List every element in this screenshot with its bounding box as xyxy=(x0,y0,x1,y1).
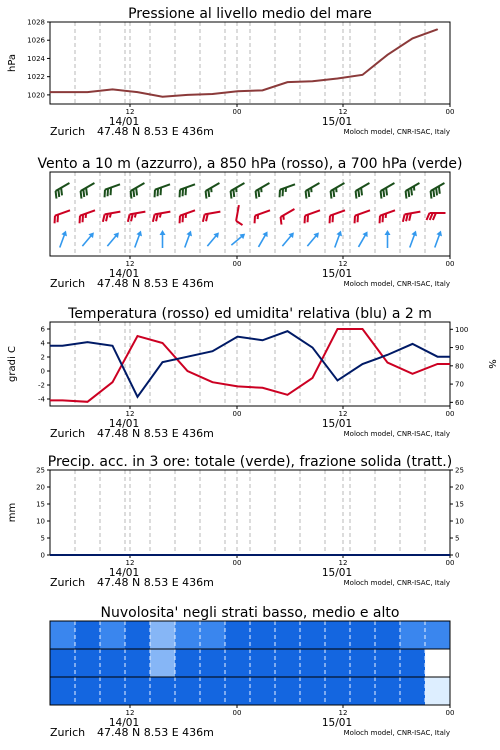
pressure-point xyxy=(237,91,238,92)
wind-barb xyxy=(402,212,422,222)
y2-tick-label: 5 xyxy=(455,534,460,543)
precipitation-point xyxy=(412,554,413,555)
y-tick-label: 0 xyxy=(40,551,45,560)
barb-flag xyxy=(77,216,82,224)
cloud-cell xyxy=(175,649,201,677)
wind-barb xyxy=(277,184,297,197)
wind-barb xyxy=(102,184,122,197)
cloud-cell xyxy=(350,621,376,649)
y2-tick-label: 20 xyxy=(455,483,464,492)
precipitation-point xyxy=(112,554,113,555)
location-city: Zurich xyxy=(50,277,86,290)
cloud-cell xyxy=(50,649,76,677)
cloud-cell xyxy=(350,649,376,677)
pressure-point xyxy=(437,29,438,30)
y2-tick-label: 25 xyxy=(455,466,464,475)
y-tick-label: 1028 xyxy=(27,18,45,27)
wind-barb xyxy=(53,183,73,199)
y2-tick-label: 90 xyxy=(455,344,464,353)
cloud-cell xyxy=(400,677,426,705)
humidity-point xyxy=(237,336,238,337)
cloud-cell xyxy=(375,677,401,705)
cloud-cell xyxy=(100,677,126,705)
humidity-point xyxy=(412,343,413,344)
x-tick-label: 00 xyxy=(232,559,242,567)
wind-barb xyxy=(203,183,223,199)
pressure-point xyxy=(212,93,213,94)
cloud-cell xyxy=(175,621,201,649)
cloud-cell xyxy=(275,621,301,649)
precipitation-point xyxy=(62,554,63,555)
location-city: Zurich xyxy=(50,576,86,589)
precipitation-point xyxy=(162,554,163,555)
cloud-cell xyxy=(100,621,126,649)
cloud-cell xyxy=(250,649,276,677)
y2-tick-label: 100 xyxy=(455,325,469,334)
location-coords: 47.48 N 8.53 E 436m xyxy=(97,576,214,589)
x-tick-label: 00 xyxy=(445,559,455,567)
pressure-point xyxy=(337,78,338,79)
model-credit: Moloch model, CNR-ISAC, Italy xyxy=(343,579,450,587)
date-label: 14/01 xyxy=(108,717,140,729)
x-tick-label: 00 xyxy=(232,709,242,717)
y-tick-label: 2 xyxy=(40,353,45,362)
barb-flag xyxy=(277,190,282,198)
humidity-point xyxy=(62,345,63,346)
y-axis-label: gradi C xyxy=(7,346,18,382)
humidity-point xyxy=(437,356,438,357)
y2-tick-label: 80 xyxy=(455,362,464,371)
wind-arrow-10m xyxy=(256,230,270,249)
temperature-point xyxy=(362,328,363,329)
location-city: Zurich xyxy=(50,726,86,739)
x-tick-label: 00 xyxy=(445,709,455,717)
barb-flag xyxy=(177,216,182,224)
wind-barb xyxy=(128,183,148,199)
location-coords: 47.48 N 8.53 E 436m xyxy=(97,726,214,739)
wind-barb xyxy=(152,212,172,222)
y-axis-label: hPa xyxy=(7,53,18,73)
date-label: 15/01 xyxy=(321,268,353,280)
pressure-point xyxy=(362,74,363,75)
humidity-point xyxy=(112,345,113,346)
pressure-line xyxy=(50,29,438,96)
cloud-cell xyxy=(50,677,76,705)
model-credit: Moloch model, CNR-ISAC, Italy xyxy=(343,430,450,438)
barb-flag xyxy=(352,216,357,224)
barb-flag xyxy=(302,216,307,224)
cloud-cell xyxy=(225,649,251,677)
wind-barb xyxy=(378,183,398,199)
humidity-point xyxy=(212,351,213,352)
location-coords: 47.48 N 8.53 E 436m xyxy=(97,427,214,440)
wind-barb xyxy=(353,183,373,199)
x-tick-label: 12 xyxy=(125,108,135,116)
wind-arrow-10m xyxy=(205,230,221,248)
y-tick-label: 0 xyxy=(40,367,45,376)
pressure-point xyxy=(262,90,263,91)
pressure-point xyxy=(287,82,288,83)
wind-barb xyxy=(228,183,248,199)
y-tick-label: -2 xyxy=(38,381,45,390)
humidity-point xyxy=(387,354,388,355)
wind-barb xyxy=(253,183,273,199)
y2-tick-label: 10 xyxy=(455,517,464,526)
cloud-cell xyxy=(375,621,401,649)
wind-barb xyxy=(252,210,272,223)
chart-title: Precip. acc. in 3 ore: totale (verde), frazione solida (tratt.) xyxy=(47,454,453,470)
model-credit: Moloch model, CNR-ISAC, Italy xyxy=(343,729,450,737)
cloud-cell xyxy=(375,649,401,677)
cloud-cell xyxy=(250,677,276,705)
arrow-head xyxy=(436,230,443,237)
arrow-head xyxy=(411,230,418,237)
cloud-cell xyxy=(175,677,201,705)
wind-arrow-10m xyxy=(305,230,321,248)
precipitation-point xyxy=(212,554,213,555)
chart-title: Pressione al livello medio del mare xyxy=(128,6,372,22)
date-label: 15/01 xyxy=(321,567,353,579)
precipitation-point xyxy=(437,554,438,555)
humidity-point xyxy=(162,362,163,363)
pressure-point xyxy=(62,92,63,93)
x-tick-label: 12 xyxy=(338,559,348,567)
humidity-point xyxy=(362,363,363,364)
y-tick-label: 25 xyxy=(36,466,45,475)
wind-arrow-10m xyxy=(356,230,370,249)
wind-barb xyxy=(377,210,397,223)
arrow-head xyxy=(186,230,193,237)
wind-barb xyxy=(302,210,322,223)
cloud-cell xyxy=(200,621,226,649)
temperature-point xyxy=(137,335,138,336)
arrow-head xyxy=(362,230,370,237)
y-tick-label: 1022 xyxy=(27,73,45,82)
location-coords: 47.48 N 8.53 E 436m xyxy=(97,277,214,290)
wind-barb xyxy=(352,210,372,223)
temperature-point xyxy=(287,394,288,395)
wind-arrow-10m xyxy=(407,230,419,249)
date-label: 14/01 xyxy=(108,116,140,128)
pressure-point xyxy=(187,94,188,95)
cloud-cell xyxy=(125,677,151,705)
temperature-point xyxy=(312,377,313,378)
y-tick-label: 4 xyxy=(40,339,45,348)
precipitation-point xyxy=(262,554,263,555)
wind-barb xyxy=(278,209,298,225)
barb-flag xyxy=(52,216,57,224)
pressure-point xyxy=(412,38,413,39)
temperature-point xyxy=(162,342,163,343)
cloud-cell xyxy=(200,677,226,705)
precipitation-point xyxy=(312,554,313,555)
precipitation-point xyxy=(387,554,388,555)
temperature-point xyxy=(187,370,188,371)
y-tick-label: 6 xyxy=(40,325,45,334)
model-credit: Moloch model, CNR-ISAC, Italy xyxy=(343,280,450,288)
x-tick-label: 00 xyxy=(445,410,455,418)
cloud-cell xyxy=(225,621,251,649)
cloud-cell xyxy=(150,677,176,705)
cloud-cell xyxy=(300,649,326,677)
cloud-cell xyxy=(300,621,326,649)
barb-flag xyxy=(152,190,157,198)
wind-barb xyxy=(152,184,172,197)
precipitation-point xyxy=(137,554,138,555)
humidity-point xyxy=(137,396,138,397)
precipitation-point xyxy=(87,554,88,555)
barb-flag xyxy=(433,213,436,220)
x-tick-label: 12 xyxy=(338,709,348,717)
x-tick-label: 00 xyxy=(445,108,455,116)
cloud-cell xyxy=(50,621,76,649)
pressure-point xyxy=(312,81,313,82)
humidity-point xyxy=(312,347,313,348)
x-tick-label: 12 xyxy=(125,260,135,268)
humidity-point xyxy=(262,340,263,341)
x-tick-label: 00 xyxy=(232,108,242,116)
location-coords: 47.48 N 8.53 E 436m xyxy=(97,125,214,138)
temperature-point xyxy=(387,362,388,363)
cloud-cell xyxy=(75,649,101,677)
temperature-point xyxy=(412,373,413,374)
cloud-cell xyxy=(400,649,426,677)
wind-barb xyxy=(177,184,197,197)
cloud-cell xyxy=(325,621,351,649)
humidity-point xyxy=(287,331,288,332)
pressure-point xyxy=(162,96,163,97)
panel-1 xyxy=(7,19,454,139)
temperature-point xyxy=(437,363,438,364)
wind-barb xyxy=(78,183,98,199)
barb-flag xyxy=(102,190,107,198)
panel-2 xyxy=(50,172,454,290)
temperature-point xyxy=(87,401,88,402)
x-tick-label: 12 xyxy=(125,410,135,418)
x-tick-label: 12 xyxy=(125,559,135,567)
cloud-cell xyxy=(350,677,376,705)
wind-arrow-10m xyxy=(432,230,444,249)
cloud-cell xyxy=(425,649,451,677)
date-label: 14/01 xyxy=(108,268,140,280)
y-tick-label: 1026 xyxy=(27,36,45,45)
humidity-point xyxy=(87,341,88,342)
model-credit: Moloch model, CNR-ISAC, Italy xyxy=(343,128,450,136)
cloud-cell xyxy=(75,677,101,705)
date-label: 15/01 xyxy=(321,717,353,729)
y2-tick-label: 70 xyxy=(455,380,464,389)
cloud-cell xyxy=(325,677,351,705)
arrow-head xyxy=(61,230,68,237)
cloud-cell xyxy=(225,677,251,705)
temperature-point xyxy=(112,382,113,383)
barb-flag xyxy=(427,213,430,220)
temperature-point xyxy=(212,382,213,383)
arrow-head xyxy=(136,230,143,237)
x-tick-label: 12 xyxy=(338,260,348,268)
wind-arrow-10m xyxy=(132,230,144,249)
wind-barb xyxy=(52,210,72,223)
barb-flag xyxy=(252,216,257,224)
humidity-point xyxy=(187,356,188,357)
wind-arrow-10m xyxy=(80,230,96,248)
wind-barb xyxy=(303,183,323,199)
y-tick-label: 5 xyxy=(40,534,45,543)
y2-tick-label: 0 xyxy=(455,551,460,560)
x-tick-label: 12 xyxy=(125,709,135,717)
pressure-point xyxy=(137,92,138,93)
y-tick-label: 20 xyxy=(36,483,45,492)
wind-barb xyxy=(127,212,147,222)
cloud-cell xyxy=(400,621,426,649)
location-city: Zurich xyxy=(50,427,86,440)
temperature-point xyxy=(337,328,338,329)
temperature-point xyxy=(62,400,63,401)
wind-barb xyxy=(403,183,423,199)
y-tick-label: 15 xyxy=(36,500,45,509)
x-tick-label: 00 xyxy=(232,410,242,418)
precipitation-point xyxy=(287,554,288,555)
wind-barb xyxy=(202,212,222,222)
cloud-cell xyxy=(125,649,151,677)
date-label: 15/01 xyxy=(321,418,353,430)
y-axis-label: mm xyxy=(7,502,18,523)
x-tick-label: 12 xyxy=(338,108,348,116)
wind-barb xyxy=(328,183,348,199)
cloud-cell xyxy=(150,649,176,677)
cloud-cell xyxy=(275,649,301,677)
wind-arrow-10m xyxy=(160,230,166,248)
y-tick-label: 1024 xyxy=(27,54,45,63)
cloud-cell xyxy=(425,677,451,705)
panel-5 xyxy=(50,621,454,739)
wind-arrow-10m xyxy=(280,230,296,248)
wind-barb xyxy=(327,210,347,223)
location-city: Zurich xyxy=(50,125,86,138)
wind-barb xyxy=(428,183,448,199)
cloud-cell xyxy=(75,621,101,649)
cloud-cell xyxy=(300,677,326,705)
chart-title: Nuvolosita' negli strati basso, medio e alto xyxy=(100,605,400,621)
barb-flag xyxy=(430,213,433,220)
cloud-cell xyxy=(125,621,151,649)
arrow-head xyxy=(385,230,391,235)
pressure-point xyxy=(387,54,388,55)
precipitation-point xyxy=(187,554,188,555)
wind-barb xyxy=(77,210,97,223)
date-label: 14/01 xyxy=(108,567,140,579)
date-label: 14/01 xyxy=(108,418,140,430)
cloud-cell xyxy=(150,621,176,649)
wind-barb xyxy=(102,212,122,222)
arrow-head xyxy=(160,230,166,235)
cloud-cell xyxy=(325,649,351,677)
barb-flag xyxy=(377,216,382,224)
barb-flag xyxy=(327,216,332,224)
precipitation-point xyxy=(237,554,238,555)
wind-arrow-10m xyxy=(332,230,344,249)
cloud-cell xyxy=(250,621,276,649)
cloud-cell xyxy=(100,649,126,677)
y2-axis-label: % xyxy=(486,359,497,369)
precipitation-point xyxy=(362,554,363,555)
y-tick-label: 1020 xyxy=(27,91,45,100)
wind-barb xyxy=(427,213,446,220)
y-tick-label: -4 xyxy=(38,395,45,404)
temperature-point xyxy=(237,386,238,387)
x-tick-label: 12 xyxy=(338,410,348,418)
cloud-cell xyxy=(200,649,226,677)
y2-tick-label: 15 xyxy=(455,500,464,509)
wind-barb xyxy=(177,210,197,223)
barb-flag xyxy=(177,190,182,198)
precipitation-point xyxy=(337,554,338,555)
panel-3 xyxy=(7,322,497,440)
temperature-point xyxy=(262,387,263,388)
x-tick-label: 00 xyxy=(445,260,455,268)
panel-4 xyxy=(7,467,464,590)
humidity-point xyxy=(337,380,338,381)
pressure-point xyxy=(87,92,88,93)
wind-arrow-10m xyxy=(229,231,247,247)
wind-arrow-10m xyxy=(182,230,194,249)
wind-arrow-10m xyxy=(57,230,69,249)
wind-arrow-10m xyxy=(385,230,391,248)
cloud-cell xyxy=(275,677,301,705)
y-tick-label: 10 xyxy=(36,517,45,526)
chart-title: Temperatura (rosso) ed umidita' relativa (blu) a 2 m xyxy=(68,306,432,322)
y2-tick-label: 60 xyxy=(455,398,464,407)
cloud-cell xyxy=(425,621,451,649)
x-tick-label: 00 xyxy=(232,260,242,268)
date-label: 15/01 xyxy=(321,116,353,128)
arrow-head xyxy=(262,230,270,237)
wind-arrow-10m xyxy=(105,230,121,248)
pressure-point xyxy=(112,89,113,90)
chart-title: Vento a 10 m (azzurro), a 850 hPa (rosso), a 700 hPa (verde) xyxy=(37,156,463,172)
